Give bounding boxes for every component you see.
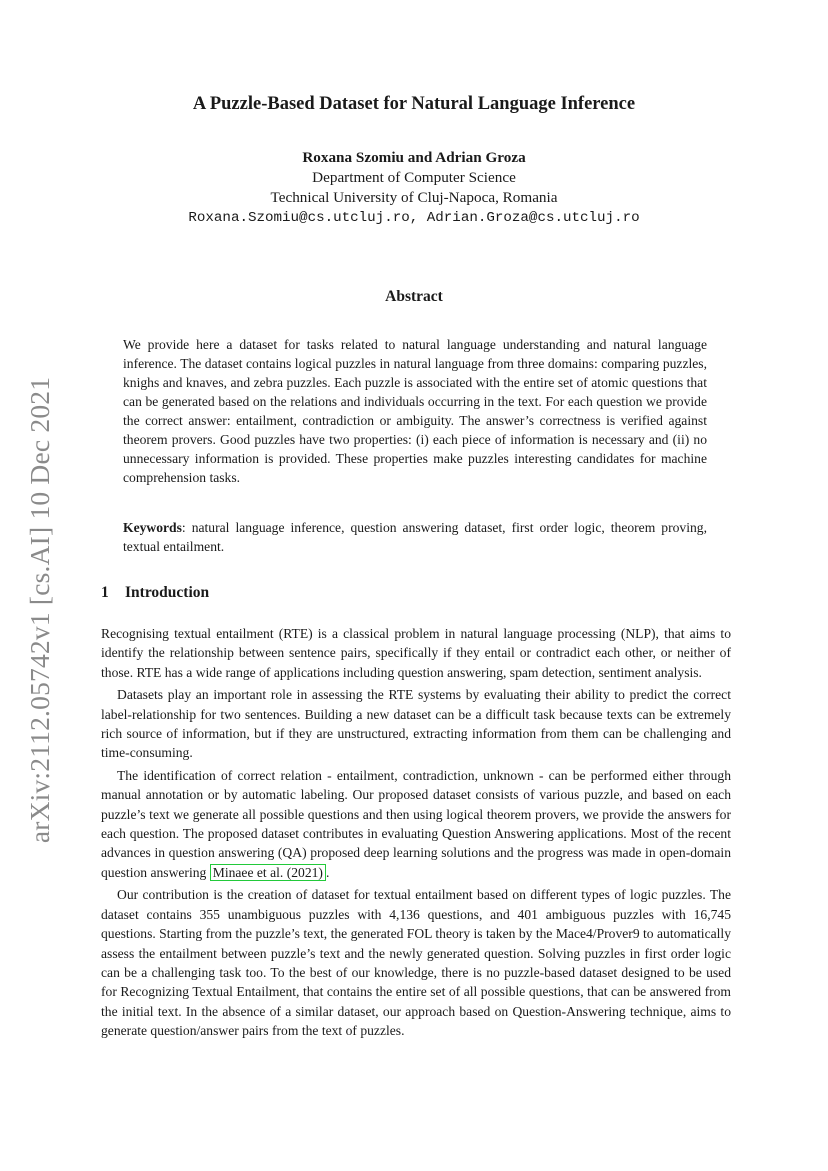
introduction-body bbox=[101, 624, 731, 1044]
author-emails[interactable]: Roxana.Szomiu@cs.utcluj.ro, Adrian.Groza@cs.utcluj.ro bbox=[188, 210, 640, 226]
abstract-text: We provide here a dataset for tasks related to natural language understanding and natural language inference. The dataset contains logical puzzles in natural language from three domains: comparing puzzles, knighs and knaves, and zebra puzzles. Each puzzle is associated with the entire set of atomic questions that can be generated based on the relations and individuals occurring in the text. For each question we provide the correct answer: entailment, contradiction or ambiguity. The answer’s correctness is verified against theorem provers. Good puzzles have two properties: (i) each piece of information is necessary and (ii) no unnecessary information is provided. These properties make puzzles interesting candidates for machine comprehension tasks. bbox=[123, 337, 707, 485]
citation-link-minaee[interactable]: Minaee et al. (2021) bbox=[210, 864, 326, 881]
paper-title: A Puzzle-Based Dataset for Natural Language Inference bbox=[192, 94, 636, 114]
intro-paragraph-3-text: The identification of correct relation - entailment, contradiction, unknown - can be performed either through manual annotation or by automatic labeling. Our proposed dataset consists of various puzzle, and based on each puzzle’s text we generate all possible questions and then using logical theorem provers, we provide the answers for each question. The proposed dataset contributes in evaluating Question Answering applications. Most of the recent advances in question answering (QA) proposed deep learning solutions and the progress was made in open-domain question answering bbox=[101, 767, 731, 880]
author-department: Department of Computer Science bbox=[312, 169, 516, 186]
intro-paragraph-3 bbox=[101, 766, 731, 882]
keywords-text: : natural language inference, question answering dataset, first order logic, theorem proving, textual entailment. bbox=[123, 520, 707, 554]
intro-paragraph-3-end: . bbox=[325, 864, 330, 880]
section-number: 1 bbox=[101, 584, 109, 601]
arxiv-identifier-stamp bbox=[20, 370, 60, 850]
keywords-label: Keywords bbox=[123, 520, 182, 535]
abstract-heading: Abstract bbox=[385, 288, 443, 305]
author-block bbox=[0, 148, 828, 228]
section-heading-introduction bbox=[101, 584, 209, 602]
intro-paragraph-2: Datasets play an important role in assessing the RTE systems by evaluating their ability to predict the correct label-relationship for two sentences. Building a new dataset can be a difficult task because texts can be extremely rich source of information, but if they are unstructured, extracting information from them can be challenging and time-consuming. bbox=[101, 687, 731, 761]
section-title: Introduction bbox=[125, 584, 210, 601]
arxiv-stamp-text: arXiv:2112.05742v1 [cs.AI] 10 Dec 2021 bbox=[24, 376, 56, 844]
intro-paragraph-4: Our contribution is the creation of dataset for textual entailment based on different types of logic puzzles. The dataset contains 355 unambiguous puzzles with 4,136 questions, and 401 ambiguous puzzles with 16,745 questions. Starting from the puzzle’s text, the generated FOL theory is taken by the Mace4/Prover9 to automatically assess the entailment between puzzle’s text and the newly generated question. Solving puzzles in first order logic can be a challenging task too. To the best of our knowledge, there is no puzzle-based dataset designed to be used for Recognizing Textual Entailment, that contains the entire set of all possible questions, that can be answered from the initial text. In the absence of a similar dataset, our approach based on Question-Answering technique, aims to generate question/answer pairs from the text of puzzles. bbox=[101, 887, 731, 1039]
keywords bbox=[123, 518, 707, 556]
author-institution: Technical University of Cluj-Napoca, Romania bbox=[270, 189, 558, 206]
author-names: Roxana Szomiu and Adrian Groza bbox=[302, 149, 526, 166]
intro-paragraph-1: Recognising textual entailment (RTE) is a classical problem in natural language processing (NLP), that aims to identify the relationship between sentence pairs, specifically if they entail or contradict each other, or neither of those. RTE has a wide range of applications including question answering, spam detection, sentiment analysis. bbox=[101, 626, 731, 680]
